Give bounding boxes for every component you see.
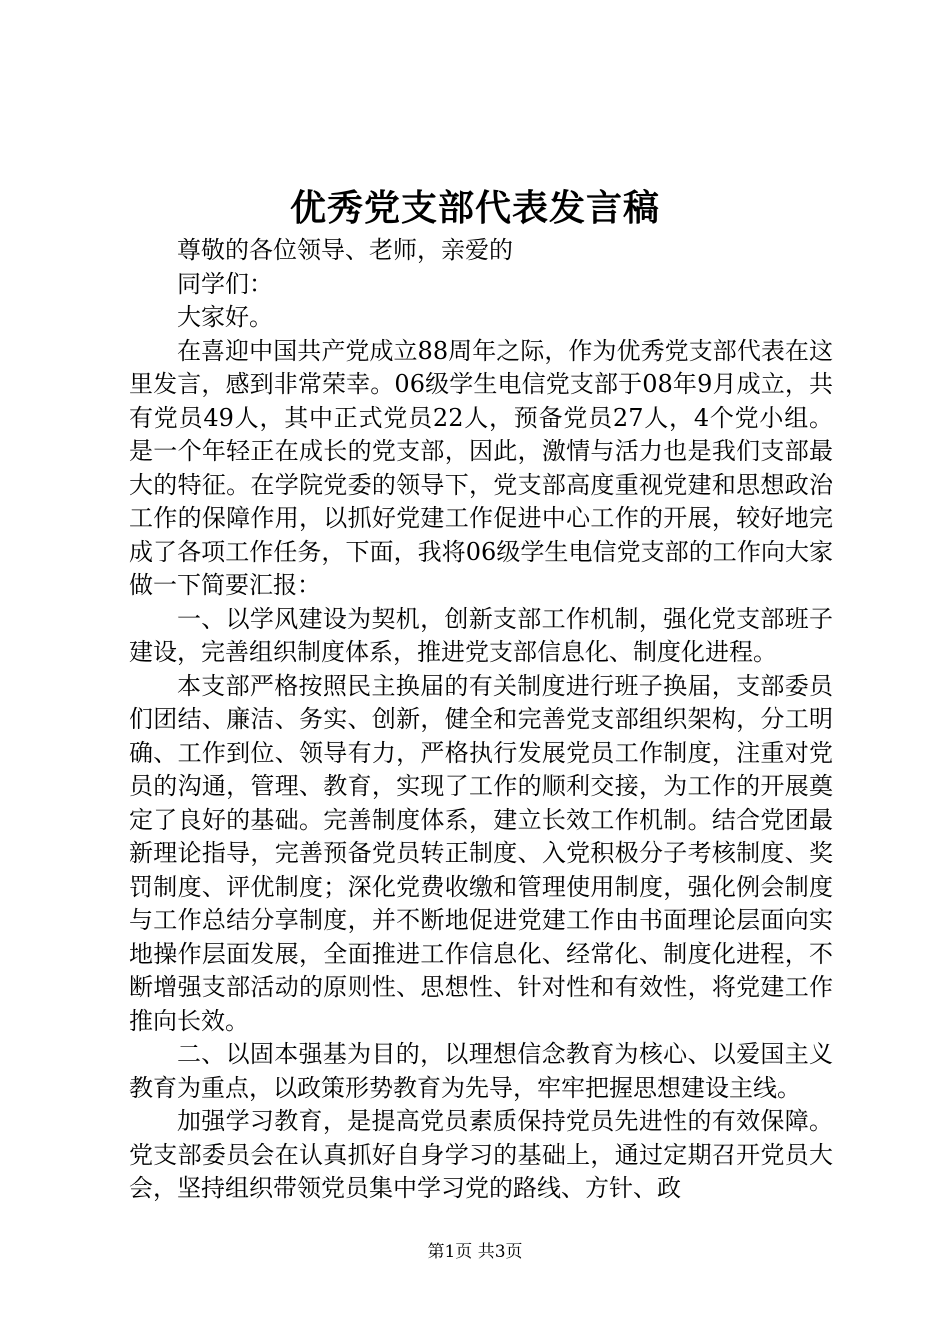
paragraph-section-1: 本支部严格按照民主换届的有关制度进行班子换届，支部委员们团结、廉洁、务实、创新，健全和完善党支部组织架构，分工明确、工作到位、领导有力，严格执行发展党员工作制度，注重对党员的沟通，管理、教育，实现了工作的顺利交接，为工作的开展奠定了良好的基础。完善制度体系，建立长效工作机制。结合党团最新理论指导，完善预备党员转正制度、入党积极分子考核制度、奖罚制度、评优制度；深化党费收缴和管理使用制度，强化例会制度与工作总结分享制度，并不断地促进党建工作由书面理论层面向实地操作层面发展，全面推进工作信息化、经常化、制度化进程，不断增强支部活动的原则性、思想性、针对性和有效性，将党建工作推向长效。 [129, 671, 833, 1035]
greeting: 大家好。 [177, 303, 273, 331]
section-heading-1: 一、以学风建设为契机，创新支部工作机制，强化党支部班子建设，完善组织制度体系，推进党支部信息化、制度化进程。 [129, 604, 833, 666]
document-body [129, 234, 833, 1206]
section-heading-2: 二、以固本强基为目的，以理想信念教育为核心、以爱国主义教育为重点，以政策形势教育为先导，牢牢把握思想建设主线。 [129, 1040, 833, 1102]
page-footer: 第1页 共3页 [427, 1242, 523, 1262]
paragraph-section-2: 加强学习教育，是提高党员素质保持党员先进性的有效保障。党支部委员会在认真抓好自身学习的基础上，通过定期召开党员大会，坚持组织带领党员集中学习党的路线、方针、政 [129, 1107, 833, 1202]
salutation-line-2: 同学们： [177, 269, 273, 298]
document-title: 优秀党支部代表发言稿 [289, 187, 660, 229]
salutation-line-1: 尊敬的各位领导、老师，亲爱的 [177, 236, 513, 264]
paragraph-intro: 在喜迎中国共产党成立88周年之际，作为优秀党支部代表在这里发言，感到非常荣幸。06级学生电信党支部于08年9月成立，共有党员49人，其中正式党员22人，预备党员27人，4个党小组。是一个年轻正在成长的党支部，因此，激情与活力也是我们支部最大的特征。在学院党委的领导下，党支部高度重视党建和思想政治工作的保障作用，以抓好党建工作促进中心工作的开展，较好地完成了各项工作任务，下面，我将06级学生电信党支部的工作向大家做一下简要汇报： [129, 336, 833, 599]
